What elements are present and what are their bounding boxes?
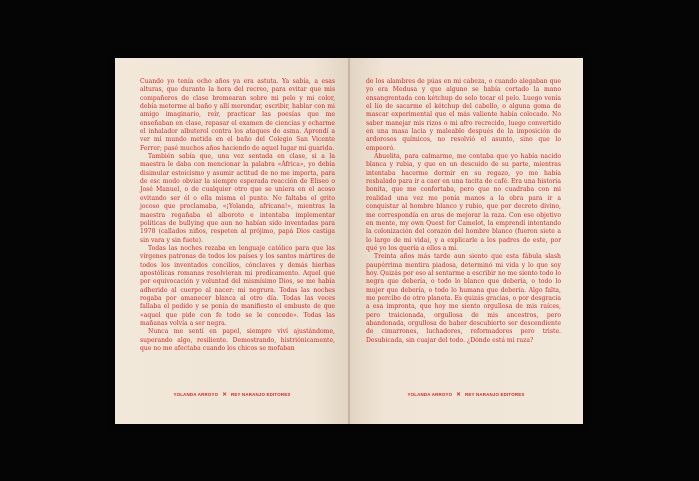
- paragraph: de los alambres de púas en mi cabeza, o cuando alegaban que yo era Medusa y que alguno se había cortado la mano ensangrentada con kétchup de solo tocar el pelo. Luego venía el lío de sacarme el kétchup del cabello, o alguna goma de mascar experimental que el más valiente había colocado. No saber manejar mis rizos o mi afro recrecido, luego convertido en una masa lacia y maleable después de la imposición de ardorosos químicos, no resolvió el asunto, sino que lo empeoró.: [366, 78, 561, 152]
- left-page-footer: [115, 392, 349, 398]
- paragraph: Nunca me sentí en papel, siempre viví ajustándome, superando algo, resiliente. Demostrando, histriónicamente, que no me afectaba cuando los chicos se mofaban: [140, 328, 335, 352]
- right-page: [349, 58, 583, 424]
- book-gutter: [348, 58, 350, 424]
- right-page-text: [366, 78, 561, 345]
- right-page-footer: [349, 392, 583, 398]
- paragraph: También sabía que, una vez sentada en clase, si a la maestra le daba con mencionar la palabra «África», yo debía disimular estoicismo y asumir actitud de no me importa, para de esc modo obviar la siempre esperada reacción de Eliseo o José Manuel, o de cualquier otro que se uniera en el acoso evitando ser él o ella misma el punto. No faltaba el grito jocoso que proclamaba, «¡Yolanda, africana!», mientras la maestra regañaba el alboroto e intentaba implementar políticas de bullying que aun no habían sido inventadas para 1978 (callados niños, respeten al prójimo, papá Dios castiga sin vara y sin fuete).: [140, 153, 335, 244]
- left-page: [115, 58, 349, 424]
- paragraph: Abuelita, para calmarme, me contaba que yo había nacido blanca y rubia, y que en un descuido de su parte, mientras intentaba hacerme dormir en su regazo, yo me había resbalado para ir a caer en una tacita de café. Era una historia bonita, que me confortaba, pero que no cuadraba con mi realidad una vez me ponía manos a la obra para ir a conquistar al hombre blanco y rubio, que por decreto divino, me correspondía en aras de mejorar la raza. Con ese objetivo en mente, my own Quest for Camelot, la emprendí intentando la colonización del corazón del hombre blanco (fueron siete a lo largo de mi vida), y a explicarle a los padres de este, por qué yo los quería a ellos a mí.: [366, 153, 561, 252]
- footer-publisher: REY NARANJO EDITORES: [231, 392, 291, 397]
- footer-publisher: REY NARANJO EDITORES: [465, 392, 525, 397]
- paragraph: Cuando yo tenía ocho años ya era astuta. Ya sabía, a esas alturas, que durante la hora del recreo, para evitar que mis compañeros de clase bromearan sobre mi pelo y mi color, debía meterme al baño y allí merendar, escribir, hablar con mi amigo imaginario, reír, practicar las poesías que me enseñaban en clase, repasar el examen de ciencias y echarme el inhalador albuterol contra los ataques de asma. Aprendí a ver mi mundo metida en el baño del Colegio San Vicente Ferrer; pasé muchos años haciendo de aquel lugar mi guarida.: [140, 78, 335, 152]
- paragraph: Todas las noches rezaba en lenguaje católico para que las vírgenes patronas de todos los países y los santos mártires de todos los inventados concilios, cónclaves y demás hierbas apostólicas romanas resolvieran mi predicamento. Aquel que por equivocación y voluntad del mismísimo Dios, se me había adherido al cuerpo al nacer: mi negrura. Todas las noches rogaba por amanecer blanca al otro día. Todas las veces fallaba el pedido y se ponía de manifiesto el embuste de que «aquel que pide con fe todo se le concede». Todas las mañanas volvía a ser negra.: [140, 244, 335, 327]
- footer-author: YOLANDA ARROYO: [407, 392, 453, 397]
- paragraph: Treinta años más tarde aun siento que esta fábula slash paupérrima mentira piadosa, determinó mi vida y lo que soy hoy. Quizás por eso al sentarme a escribir no me siento todo lo negra que debería, o todo lo blanco que debería, o todo lo mujer que debería, o todo lo humana que debería. Algo falta, me percibo de otro planeta. Es quizás gracias, o por desgracia a esa impronta, que hoy me siento orgullosa de mis raíces, pero traicionada, orgullosa de mis ancestros, pero abandonada, orgullosa de haber descubierto ser descendiente de cimarrones, luchadores, reformadores pero triste. Desubicada, sin cuajar del todo. ¿Dónde está mi raza?: [366, 253, 561, 344]
- footer-separator-icon: ✕: [456, 392, 462, 398]
- book-spread: [115, 58, 583, 424]
- footer-separator-icon: ✕: [222, 392, 228, 398]
- left-page-text: [140, 78, 335, 353]
- footer-author: YOLANDA ARROYO: [173, 392, 219, 397]
